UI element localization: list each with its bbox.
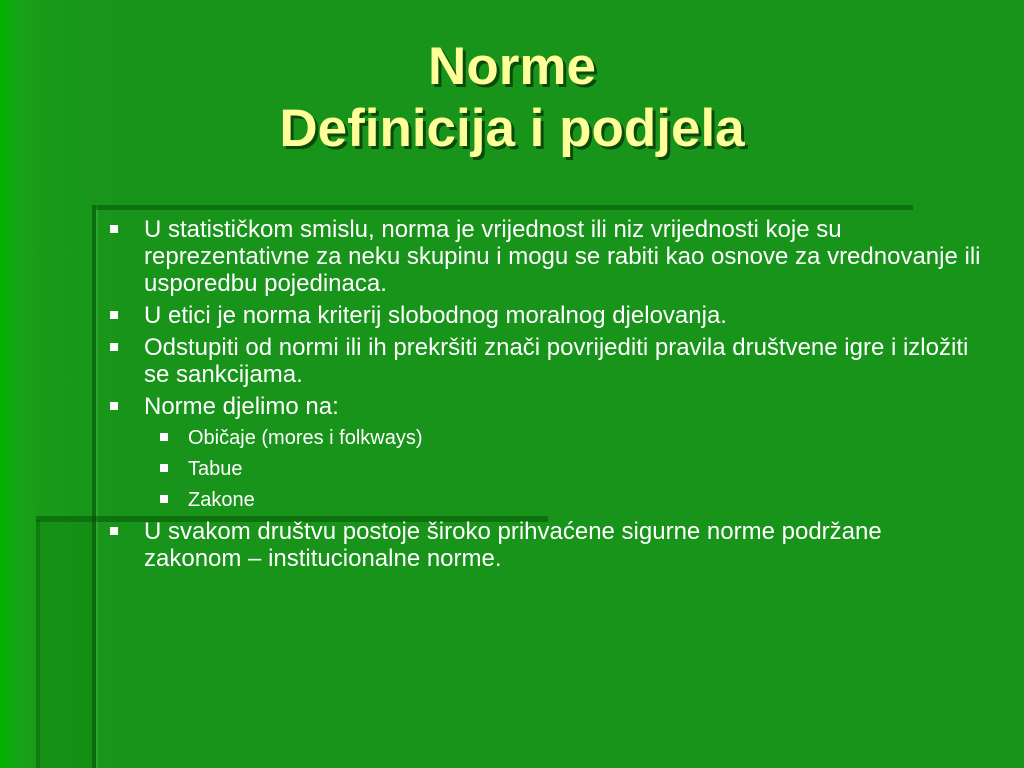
bullet-text: U svakom društvu postoje široko prihvaćene sigurne norme podržane zakonom – institucionalne norme. xyxy=(144,518,882,572)
square-bullet-icon xyxy=(160,433,168,441)
bullet-text: Norme djelimo na: xyxy=(144,393,339,420)
square-bullet-icon xyxy=(110,402,118,410)
sub-bullet-item xyxy=(104,425,984,451)
decorative-top-line xyxy=(96,205,913,210)
sub-bullet-text: Tabue xyxy=(188,458,243,480)
sub-bullet-text: Zakone xyxy=(188,489,255,511)
bullet-text: Odstupiti od normi ili ih prekršiti znači povrijediti pravila društvene igre i izložiti se sankcijama. xyxy=(144,334,969,388)
sub-bullet-item xyxy=(104,487,984,513)
bullet-text: U etici je norma kriterij slobodnog moralnog djelovanja. xyxy=(144,302,727,329)
square-bullet-icon xyxy=(160,495,168,503)
slide-title xyxy=(0,36,1024,160)
square-bullet-icon xyxy=(110,311,118,319)
sub-bullet-text: Običaje (mores i folkways) xyxy=(188,427,423,449)
decorative-vertical-line xyxy=(92,205,96,768)
sub-bullet-item xyxy=(104,456,984,482)
slide-content xyxy=(104,216,984,577)
square-bullet-icon xyxy=(110,225,118,233)
decorative-left-line xyxy=(36,520,40,768)
square-bullet-icon xyxy=(110,343,118,351)
bullet-item xyxy=(104,393,984,420)
bullet-item xyxy=(104,216,984,297)
square-bullet-icon xyxy=(160,464,168,472)
bullet-text: U statističkom smislu, norma je vrijednost ili niz vrijednosti koje su reprezentativne za neku skupinu i mogu se rabiti kao osnove za vrednovanje ili usporedbu pojedinaca. xyxy=(144,216,981,297)
decorative-panel xyxy=(40,522,96,768)
square-bullet-icon xyxy=(110,527,118,535)
bullet-item xyxy=(104,518,984,572)
decorative-vertical-highlight xyxy=(96,205,98,768)
bullet-item xyxy=(104,334,984,388)
slide-title-line-1: Norme xyxy=(428,37,596,96)
bullet-item xyxy=(104,302,984,329)
slide-title-line-2: Definicija i podjela xyxy=(279,99,745,158)
